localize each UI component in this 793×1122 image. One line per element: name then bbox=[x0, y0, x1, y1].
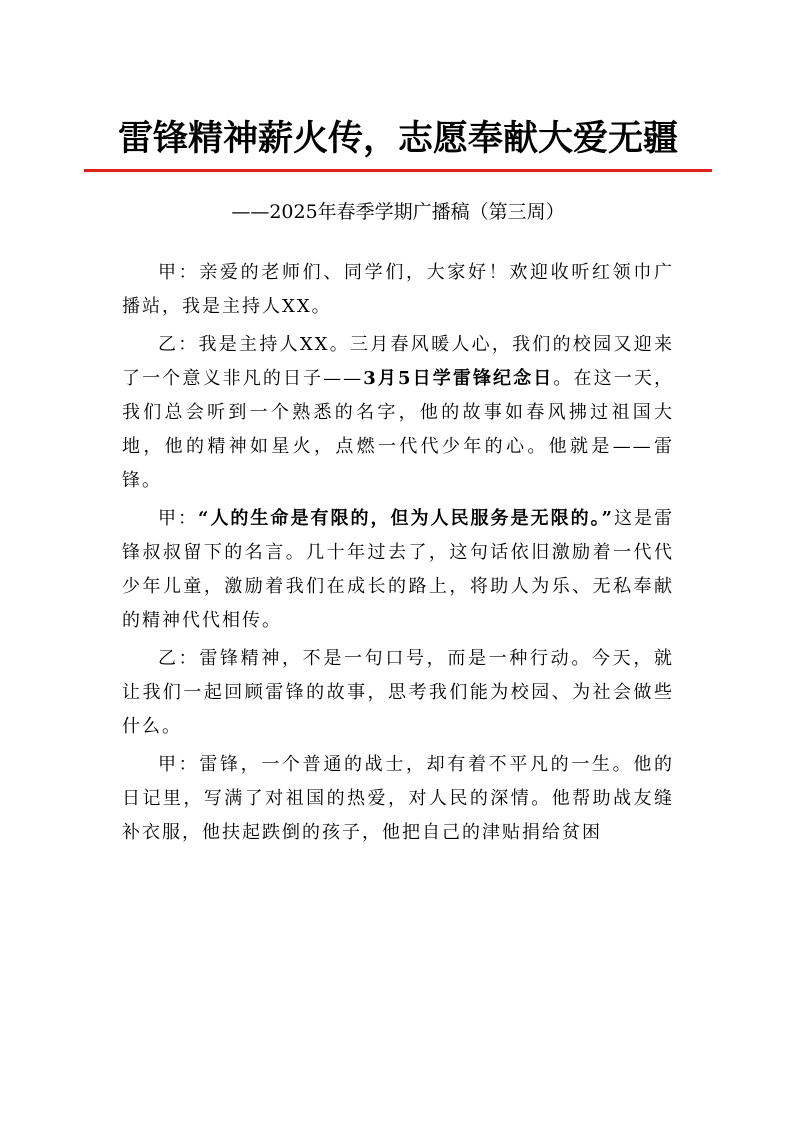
paragraph-1 bbox=[122, 256, 674, 324]
paragraph-text: 我是主持人XX。三月春风暖人心，我们的校园又迎来了一个意义非凡的日子—— bbox=[122, 334, 674, 389]
speaker-label: 乙： bbox=[158, 334, 199, 355]
speaker-label: 乙： bbox=[158, 648, 200, 669]
paragraph-5 bbox=[122, 748, 674, 850]
paragraph-text: 这是雷锋叔叔留下的名言。几十年过去了，这句话依旧激励着一代代少年儿童，激励着我们在成长的路上，将助人为乐、无私奉献的精神代代相传。 bbox=[122, 508, 675, 631]
paragraph-text: 雷锋精神，不是一句口号，而是一种行动。今天，就让我们一起回顾雷锋的故事，思考我们能为校园、为社会做些什么。 bbox=[122, 648, 675, 737]
paragraph-2 bbox=[122, 328, 674, 498]
paragraph-text: 。在这一天，我们总会听到一个熟悉的名字，他的故事如春风拂过祖国大地，他的精神如星火，点燃一代代少年的心。他就是——雷锋。 bbox=[122, 368, 675, 491]
speaker-label: 甲： bbox=[158, 754, 200, 775]
document-subtitle: ——2025年春季学期广播稿（第三周） bbox=[231, 201, 565, 223]
emphasis-quote: “人的生命是有限的，但为人民服务是无限的。” bbox=[198, 508, 614, 529]
speaker-label: 甲： bbox=[158, 262, 200, 283]
document-body bbox=[122, 256, 674, 854]
paragraph-text: 雷锋，一个普通的战士，却有着不平凡的一生。他的日记里，写满了对祖国的热爱，对人民的深情。他帮助战友缝补衣服，他扶起跌倒的孩子，他把自己的津贴捐给贫困 bbox=[122, 754, 675, 843]
document-title: 雷锋精神薪火传，志愿奉献大爱无疆 bbox=[117, 119, 678, 159]
paragraph-text: 亲爱的老师们、同学们，大家好！欢迎收听红领巾广播站，我是主持人XX。 bbox=[122, 262, 675, 317]
emphasis-date: 3月5日学雷锋纪念日 bbox=[363, 368, 554, 389]
paragraph-4 bbox=[122, 642, 674, 744]
speaker-label: 甲： bbox=[158, 508, 199, 529]
title-underline-rule bbox=[84, 169, 712, 172]
paragraph-3 bbox=[122, 502, 674, 638]
